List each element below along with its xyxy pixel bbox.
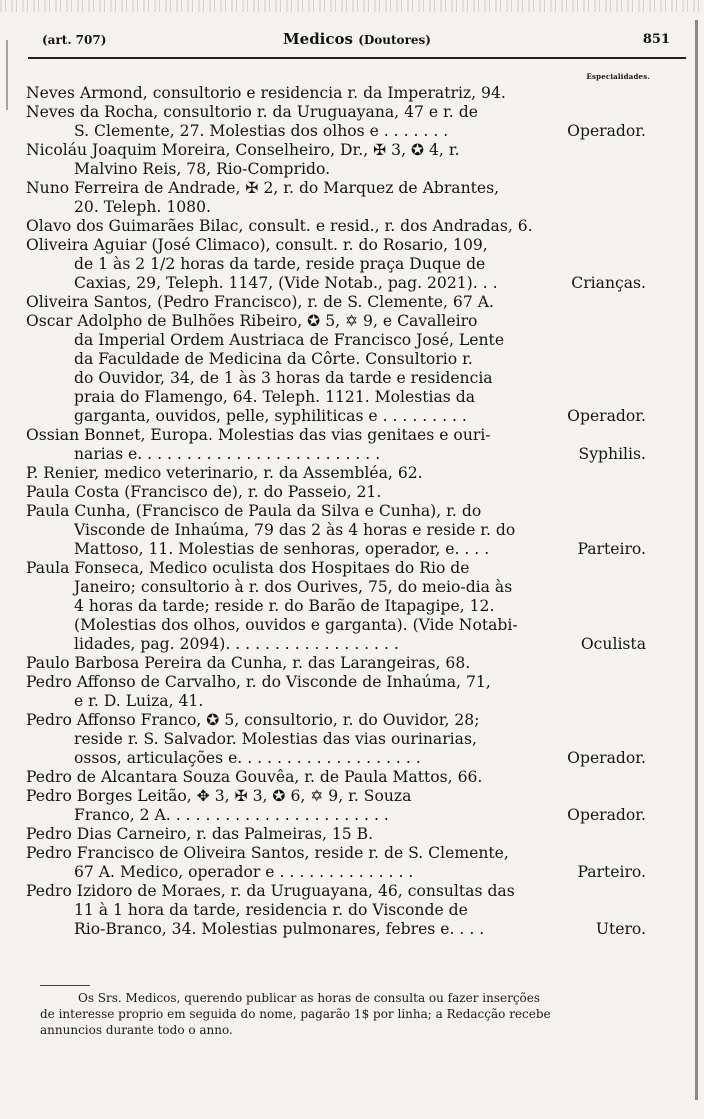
entry-line [26,597,646,616]
entry-line [26,103,646,122]
entry-text: (Molestias dos olhos, ouvidos e garganta). (Vide Notabi- [74,616,518,634]
entry-specialty: Utero. [592,920,646,939]
specialty-column-label: Especialidades. [586,72,650,81]
entry-text: Caxias, 29, Teleph. 1147, (Vide Notab., pag. 2021). . . [74,274,498,292]
entry-text: Ossian Bonnet, Europa. Molestias das vias genitaes e ouri- [26,426,491,444]
entry-line [26,198,646,217]
right-scan-edge [695,20,698,1100]
entry-text: Pedro Dias Carneiro, r. das Palmeiras, 15 B. [26,825,374,843]
entry-line [26,730,646,749]
entry-line [26,407,646,426]
entry-line [26,312,646,331]
entry-text: Rio-Branco, 34. Molestias pulmonares, febres e. . . . [74,920,485,938]
left-scan-edge [6,40,8,110]
entry-specialty: Parteiro. [573,540,646,559]
entry-text: 20. Teleph. 1080. [74,198,211,216]
page-top-scan-edge [0,0,704,12]
entry-line [26,711,646,730]
entry-text: 4 horas da tarde; reside r. do Barão de Itapagipe, 12. [74,597,495,615]
footnote-rule [40,985,90,986]
entry-line [26,616,646,635]
entry-line [26,863,646,882]
entry-line [26,445,646,464]
entry-text: Olavo dos Guimarães Bilac, consult. e resid., r. dos Andradas, 6. [26,217,533,235]
entry-text: Visconde de Inhaúma, 79 das 2 às 4 horas e reside r. do [74,521,516,539]
entry-line [26,350,646,369]
page-number: 851 [642,32,670,47]
entry-line [26,673,646,692]
entry-line [26,426,646,445]
entry-line [26,559,646,578]
entry-text: P. Renier, medico veterinario, r. da Assembléa, 62. [26,464,423,482]
entry-line [26,806,646,825]
entry-line [26,844,646,863]
entry-line [26,255,646,274]
entry-line [26,749,646,768]
entry-text: Paula Fonseca, Medico oculista dos Hospitaes do Rio de [26,559,470,577]
entry-specialty: Operador. [563,749,646,768]
entry-line [26,521,646,540]
entry-text: Franco, 2 A. . . . . . . . . . . . . . . . . . . . . . . [74,806,389,824]
entry-text: Pedro Francisco de Oliveira Santos, reside r. de S. Clemente, [26,844,509,862]
entry-line [26,388,646,407]
entry-line [26,502,646,521]
title-subtitle: (Doutores) [358,33,431,47]
entry-line [26,464,646,483]
entry-line [26,179,646,198]
entry-line [26,331,646,350]
entry-text: lidades, pag. 2094). . . . . . . . . . . . . . . . . . [74,635,399,653]
entry-line [26,84,646,103]
header-rule [28,57,686,59]
entry-text: Neves Armond, consultorio e residencia r. da Imperatriz, 94. [26,84,506,102]
entry-line [26,787,646,806]
entry-line [26,160,646,179]
entry-text: Pedro Borges Leitão, ✥ 3, ✠ 3, ✪ 6, ✡ 9, r. Souza [26,787,412,805]
footnote [40,990,684,1038]
directory-entries [26,84,646,939]
entry-specialty: Operador. [563,407,646,426]
entry-specialty: Oculista [577,635,646,654]
entry-text: 67 A. Medico, operador e . . . . . . . . . . . . . . [74,863,414,881]
entry-text: ossos, articulações e. . . . . . . . . . . . . . . . . . . [74,749,421,767]
entry-text: Paula Costa (Francisco de), r. do Passeio, 21. [26,483,382,501]
entry-text: Oscar Adolpho de Bulhões Ribeiro, ✪ 5, ✡ 9, e Cavalleiro [26,312,478,330]
entry-text: Pedro Affonso Franco, ✪ 5, consultorio, r. do Ouvidor, 28; [26,711,480,729]
entry-text: 11 à 1 hora da tarde, residencia r. do Visconde de [74,901,468,919]
entry-text: Mattoso, 11. Molestias de senhoras, operador, e. . . . [74,540,490,558]
entry-line [26,217,646,236]
entry-line [26,578,646,597]
entry-line [26,825,646,844]
entry-specialty: Operador. [563,806,646,825]
page-header [30,28,684,54]
entry-line [26,692,646,711]
entry-line [26,768,646,787]
entry-line [26,654,646,673]
entry-specialty: Syphilis. [575,445,646,464]
footnote-line: de interesse proprio em seguida do nome, pagarão 1$ por linha; a Redacção recebe [40,1007,551,1021]
entry-text: Pedro de Alcantara Souza Gouvêa, r. de Paula Mattos, 66. [26,768,483,786]
entry-text: Oliveira Aguiar (José Climaco), consult. r. do Rosario, 109, [26,236,488,254]
entry-line [26,274,646,293]
entry-text: Pedro Izidoro de Moraes, r. da Uruguayana, 46, consultas das [26,882,515,900]
entry-specialty: Parteiro. [573,863,646,882]
article-ref: (art. 707) [42,33,107,47]
entry-text: da Imperial Ordem Austriaca de Francisco José, Lente [74,331,505,349]
entry-specialty: Operador. [563,122,646,141]
entry-text: reside r. S. Salvador. Molestias das vias ourinarias, [74,730,477,748]
entry-text: Malvino Reis, 78, Rio-Comprido. [74,160,331,178]
entry-line [26,901,646,920]
entry-line [26,882,646,901]
entry-specialty: Crianças. [567,274,646,293]
entry-line [26,540,646,559]
entry-line [26,236,646,255]
entry-text: narias e. . . . . . . . . . . . . . . . . . . . . . . . . [74,445,381,463]
entry-text: S. Clemente, 27. Molestias dos olhos e . . . . . . . [74,122,449,140]
page-title [30,30,684,48]
entry-line [26,369,646,388]
entry-text: Paulo Barbosa Pereira da Cunha, r. das Larangeiras, 68. [26,654,471,672]
entry-text: do Ouvidor, 34, de 1 às 3 horas da tarde e residencia [74,369,493,387]
entry-text: Neves da Rocha, consultorio r. da Uruguayana, 47 e r. de [26,103,478,121]
entry-line [26,122,646,141]
entry-text: Nuno Ferreira de Andrade, ✠ 2, r. do Marquez de Abrantes, [26,179,500,197]
entry-line [26,920,646,939]
entry-line [26,293,646,312]
footnote-line: annuncios durante todo o anno. [40,1023,233,1037]
entry-text: da Faculdade de Medicina da Côrte. Consultorio r. [74,350,473,368]
entry-text: Janeiro; consultorio à r. dos Ourives, 75, do meio-dia às [74,578,513,596]
footnote-line: Os Srs. Medicos, querendo publicar as horas de consulta ou fazer inserções [78,991,541,1005]
entry-text: Oliveira Santos, (Pedro Francisco), r. de S. Clemente, 67 A. [26,293,494,311]
entry-line [26,635,646,654]
entry-text: Nicoláu Joaquim Moreira, Conselheiro, Dr., ✠ 3, ✪ 4, r. [26,141,460,159]
title-text: Medicos [283,30,353,48]
entry-line [26,141,646,160]
entry-line [26,483,646,502]
entry-text: Paula Cunha, (Francisco de Paula da Silva e Cunha), r. do [26,502,482,520]
entry-text: e r. D. Luiza, 41. [74,692,204,710]
entry-text: de 1 às 2 1/2 horas da tarde, reside praça Duque de [74,255,486,273]
entry-text: praia do Flamengo, 64. Teleph. 1121. Molestias da [74,388,476,406]
entry-text: garganta, ouvidos, pelle, syphiliticas e . . . . . . . . . [74,407,467,425]
entry-text: Pedro Affonso de Carvalho, r. do Visconde de Inhaúma, 71, [26,673,491,691]
